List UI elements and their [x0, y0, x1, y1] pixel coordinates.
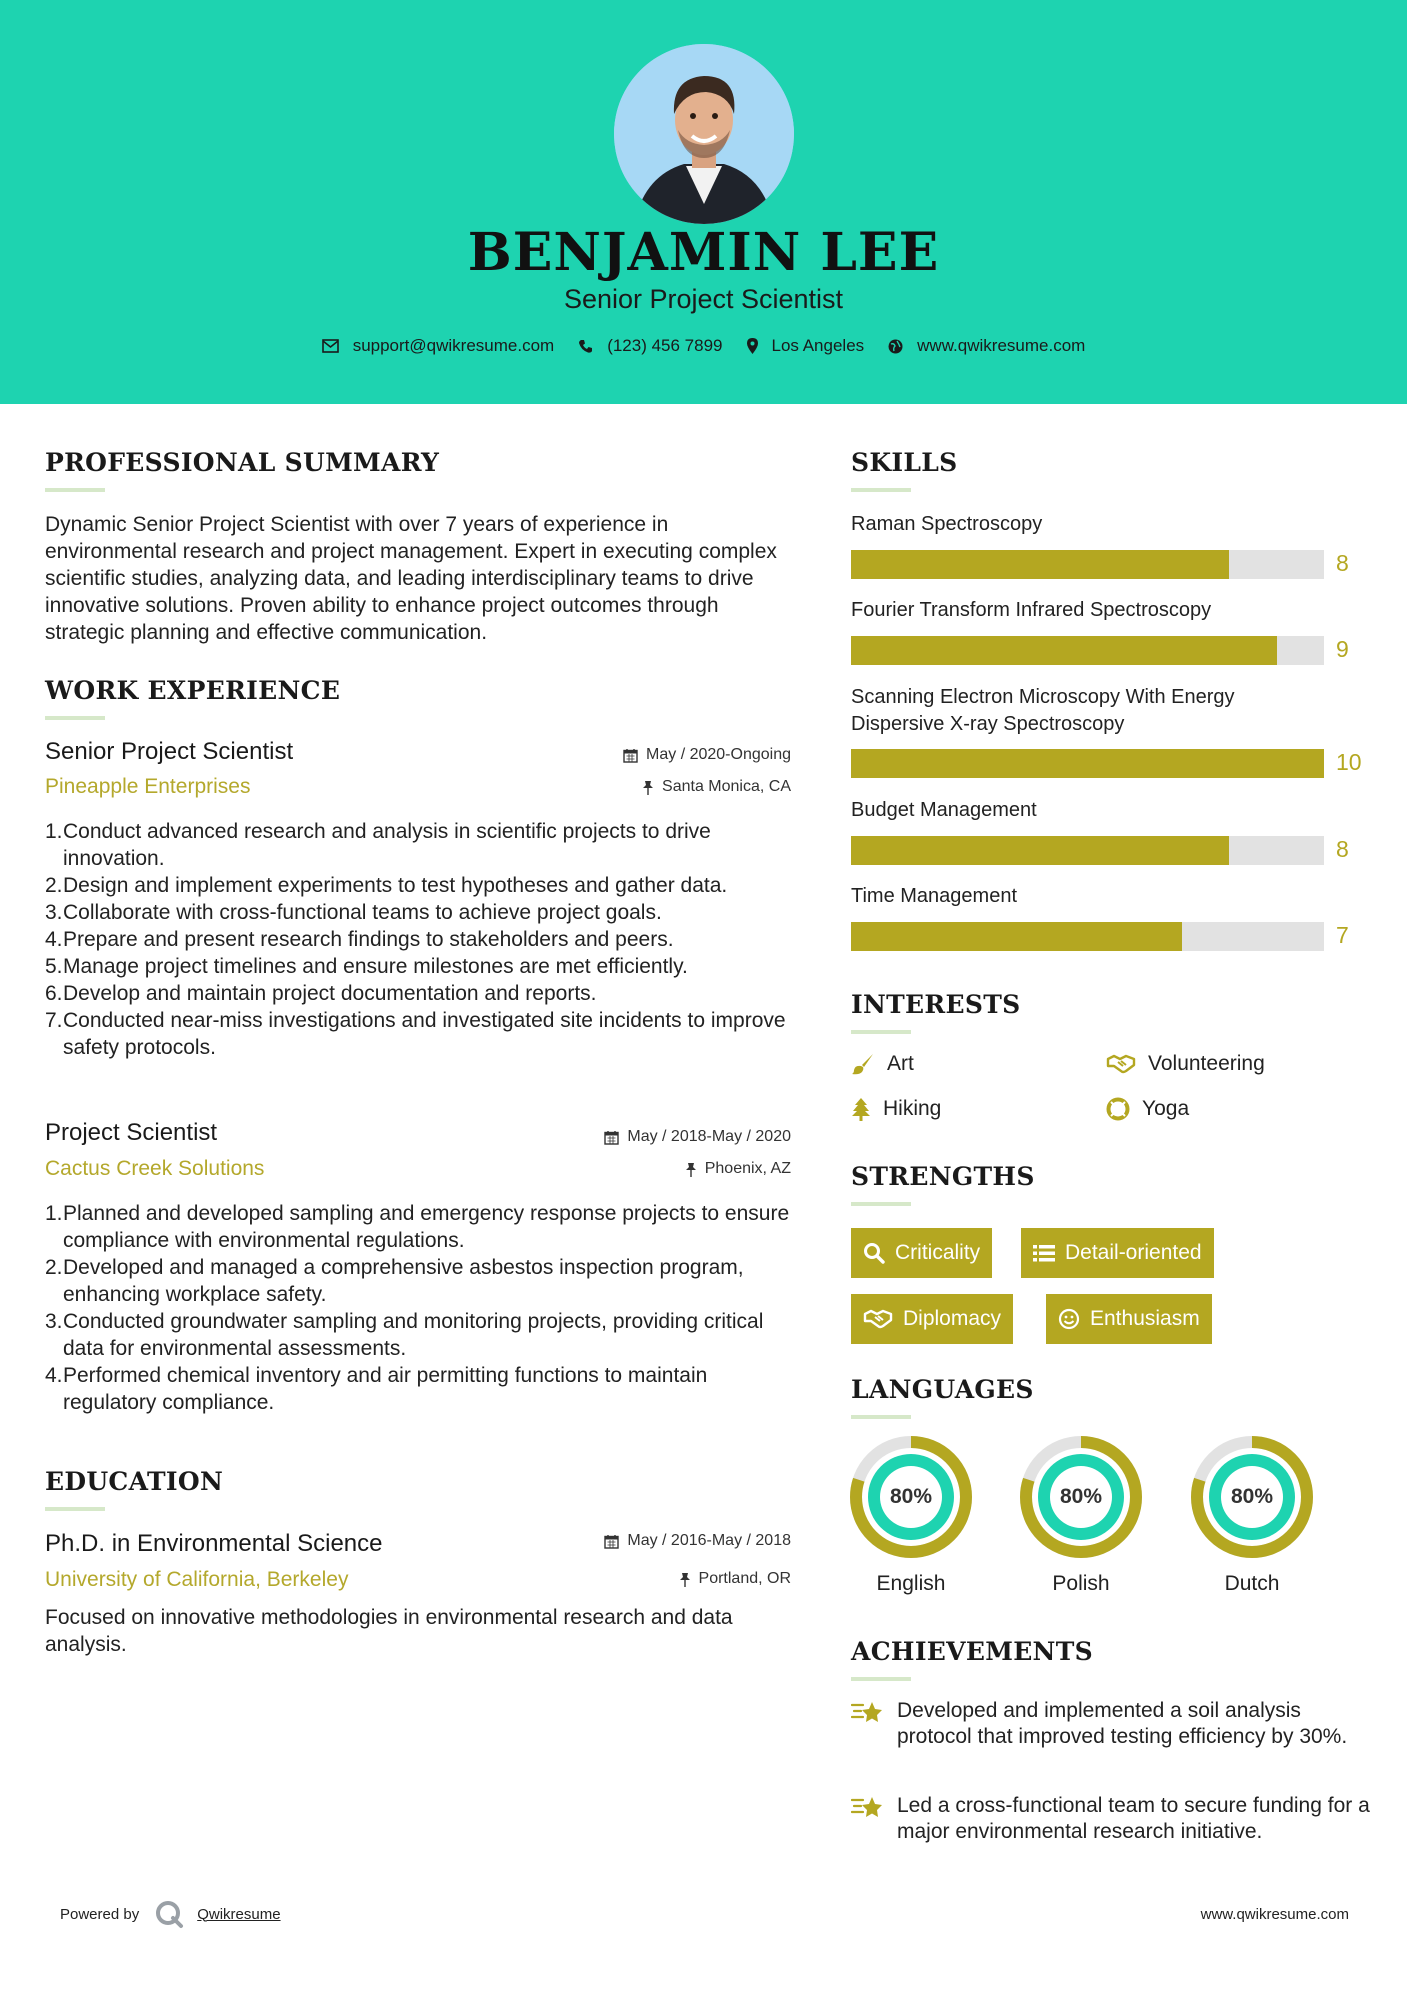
skill-bar-fill — [851, 550, 1229, 579]
qwikresume-logo-icon — [153, 1898, 185, 1930]
contact-bar — [0, 336, 1407, 356]
languages-heading: LANGUAGES — [851, 1375, 1034, 1404]
search-icon — [863, 1242, 885, 1264]
contact-location — [747, 336, 865, 356]
skill-bar-fill — [851, 836, 1229, 865]
language-item — [848, 1436, 974, 1596]
experience-heading: WORK EXPERIENCE — [45, 676, 341, 705]
interests-heading: INTERESTS — [851, 990, 1021, 1019]
education-heading: EDUCATION — [45, 1467, 224, 1496]
strength-chip — [851, 1294, 1013, 1344]
contact-website-text: www.qwikresume.com — [917, 336, 1086, 355]
language-percent: 80% — [889, 1485, 933, 1508]
strengths-heading-underline — [851, 1202, 911, 1206]
tree-icon — [851, 1097, 871, 1121]
experience-heading-underline — [45, 716, 105, 720]
resume-header — [0, 0, 1407, 404]
education-date-text: May / 2016-May / 2018 — [627, 1532, 791, 1549]
strength-label: Detail-oriented — [1065, 1241, 1202, 1264]
handshake-icon — [1106, 1053, 1136, 1075]
language-percent: 80% — [1059, 1485, 1103, 1508]
strength-label: Diplomacy — [903, 1307, 1002, 1330]
skill-name: Fourier Transform Infrared Spectroscopy — [851, 599, 1212, 621]
list-item: 2. Design and implement experiments to test hypotheses and gather data. — [45, 874, 728, 897]
interests-heading-underline — [851, 1030, 911, 1034]
job-company: Cactus Creek Solutions — [45, 1157, 265, 1180]
summary-text: Dynamic Senior Project Scientist with over 7 years of experience in environmental research and project management. Expert in executing complex scientific studies, analyzing data, and leading interdisciplinary teams to drive innovative solutions. Proven ability to enhance project outcomes through strategic planning and effective communication. — [45, 513, 777, 644]
skill-level: 10 — [1336, 749, 1362, 775]
interest-item — [1106, 1052, 1265, 1076]
skill-level: 8 — [1336, 550, 1349, 576]
calendar-icon — [604, 1130, 619, 1145]
strength-chip — [1046, 1294, 1212, 1344]
pushpin-icon — [679, 1572, 691, 1587]
candidate-name: BENJAMIN LEE — [467, 222, 940, 283]
language-item — [1189, 1436, 1315, 1596]
achievement-item — [851, 1698, 1371, 1750]
list-item: 3. Collaborate with cross-functional teams to achieve project goals. — [45, 901, 662, 924]
job-date — [604, 1128, 791, 1146]
skill-bar — [851, 922, 1324, 951]
degree-title: Ph.D. in Environmental Science — [45, 1530, 383, 1557]
strengths-heading: STRENGTHS — [851, 1162, 1035, 1191]
contact-email[interactable] — [322, 336, 555, 356]
calendar-icon — [604, 1534, 619, 1549]
interest-label: Yoga — [1142, 1097, 1190, 1120]
strength-label: Enthusiasm — [1090, 1307, 1200, 1330]
achievements-heading-underline — [851, 1677, 911, 1681]
skill-bar — [851, 550, 1324, 579]
list-item: 2. Developed and managed a comprehensive asbestos inspection program, enhancing workplace safety. — [45, 1256, 744, 1306]
summary-heading-underline — [45, 488, 105, 492]
candidate-title: Senior Project Scientist — [563, 284, 844, 314]
language-name: Dutch — [1224, 1572, 1280, 1595]
list-item: 1. Conduct advanced research and analysis in scientific projects to drive innovation. — [45, 820, 711, 870]
list-item: 3. Conducted groundwater sampling and monitoring projects, providing critical data for environmental assessments. — [45, 1310, 764, 1360]
contact-email-text: support@qwikresume.com — [352, 336, 555, 355]
contact-location-text: Los Angeles — [771, 336, 865, 355]
skill-level: 9 — [1336, 636, 1349, 662]
list-item: 5. Manage project timelines and ensure milestones are met efficiently. — [45, 955, 688, 978]
education-text: Focused on innovative methodologies in environmental research and data analysis. — [45, 1606, 733, 1656]
school-name: University of California, Berkeley — [45, 1568, 349, 1591]
skill-level: 7 — [1336, 922, 1349, 948]
skills-heading-underline — [851, 488, 911, 492]
skill-bar — [851, 836, 1324, 865]
job-location — [642, 778, 791, 796]
language-item — [1018, 1436, 1144, 1596]
interest-item — [1106, 1097, 1189, 1121]
shooting-star-icon — [851, 1793, 885, 1821]
handshake-icon — [863, 1308, 893, 1330]
map-marker-icon — [747, 338, 758, 354]
interest-item — [851, 1097, 941, 1121]
footer-powered-by — [60, 1898, 281, 1930]
skill-name: Raman Spectroscopy — [851, 513, 1043, 535]
envelope-icon — [322, 339, 339, 353]
contact-phone-text: (123) 456 7899 — [607, 336, 723, 355]
contact-phone[interactable] — [578, 336, 722, 356]
list-item: 1. Planned and developed sampling and emergency response projects to ensure compliance with environmental regulations. — [45, 1202, 790, 1252]
skill-name: Time Management — [851, 885, 1017, 907]
skill-name: Scanning Electron Microscopy With Energy Dispersive X-ray Spectroscopy — [851, 686, 1235, 735]
skill-bar-fill — [851, 749, 1324, 778]
job-title: Project Scientist — [45, 1119, 218, 1146]
profile-photo — [614, 44, 794, 224]
phone-icon — [578, 339, 593, 354]
interest-label: Art — [887, 1052, 914, 1075]
job-date — [623, 746, 791, 764]
job-date-text: May / 2018-May / 2020 — [627, 1128, 791, 1145]
skill-bar-fill — [851, 922, 1182, 951]
achievements-heading: ACHIEVEMENTS — [851, 1637, 1093, 1666]
shooting-star-icon — [851, 1698, 885, 1726]
list-item: 6. Develop and maintain project documentation and reports. — [45, 982, 597, 1005]
language-percent: 80% — [1230, 1485, 1274, 1508]
job-date-text: May / 2020-Ongoing — [646, 746, 791, 763]
globe-icon — [888, 339, 903, 354]
list-item: 4. Performed chemical inventory and air permitting functions to maintain regulatory compliance. — [45, 1364, 708, 1414]
job-duties-list — [45, 1200, 800, 1416]
language-name: Polish — [1052, 1572, 1110, 1595]
language-name: English — [876, 1572, 946, 1595]
education-date — [604, 1532, 791, 1550]
skill-level: 8 — [1336, 836, 1349, 862]
smile-icon — [1058, 1308, 1080, 1330]
skill-bar — [851, 749, 1324, 778]
interest-label: Volunteering — [1148, 1052, 1265, 1075]
strength-chip — [851, 1228, 992, 1278]
skill-name: Budget Management — [851, 799, 1037, 821]
list-icon — [1033, 1244, 1055, 1262]
summary-heading: PROFESSIONAL SUMMARY — [45, 448, 440, 477]
pushpin-icon — [685, 1162, 697, 1177]
interest-label: Hiking — [883, 1097, 942, 1120]
achievement-text: Developed and implemented a soil analysis protocol that improved testing efficiency by 30%. — [897, 1699, 1348, 1748]
job-company: Pineapple Enterprises — [45, 775, 251, 798]
education-location — [679, 1570, 791, 1588]
achievement-text: Led a cross-functional team to secure funding for a major environmental research initiative. — [897, 1794, 1370, 1843]
strength-chip — [1021, 1228, 1214, 1278]
job-duties-list — [45, 818, 800, 1061]
skill-bar-fill — [851, 636, 1277, 665]
education-location-text: Portland, OR — [698, 1570, 791, 1587]
skill-bar — [851, 636, 1324, 665]
job-location-text: Phoenix, AZ — [704, 1160, 791, 1177]
job-location-text: Santa Monica, CA — [662, 778, 791, 795]
achievement-item — [851, 1793, 1371, 1845]
footer-website[interactable]: www.qwikresume.com — [1200, 1906, 1349, 1923]
skills-heading: SKILLS — [851, 448, 958, 477]
education-heading-underline — [45, 1507, 105, 1511]
list-item: 7. Conducted near-miss investigations and investigated site incidents to improve safety protocols. — [45, 1009, 786, 1059]
job-location — [685, 1160, 791, 1178]
contact-website[interactable] — [888, 336, 1085, 356]
languages-heading-underline — [851, 1415, 911, 1419]
paintbrush-icon — [851, 1052, 875, 1076]
powered-by-label: Powered by — [60, 1905, 140, 1923]
pushpin-icon — [642, 780, 654, 795]
lifebuoy-icon — [1106, 1097, 1130, 1121]
list-item: 4. Prepare and present research findings to stakeholders and peers. — [45, 928, 674, 951]
job-title: Senior Project Scientist — [45, 738, 294, 765]
interest-item — [851, 1052, 914, 1076]
brand-link[interactable]: Qwikresume — [197, 1905, 281, 1923]
strength-label: Criticality — [895, 1241, 981, 1264]
calendar-icon — [623, 748, 638, 763]
